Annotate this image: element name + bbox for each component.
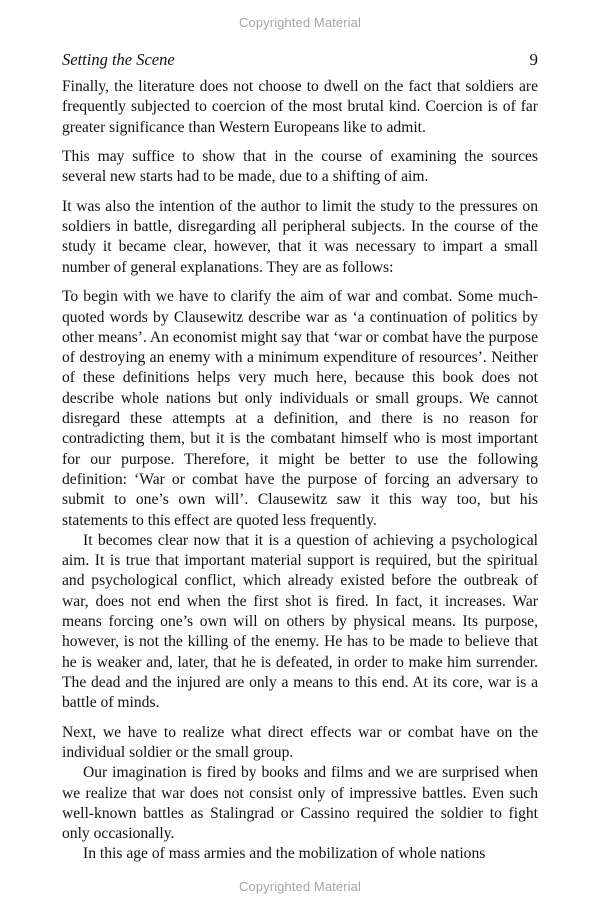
page-number: 9 bbox=[529, 50, 538, 69]
paragraph-mass-armies: In this age of mass armies and the mobilization of whole nations bbox=[83, 845, 486, 863]
paragraph-direct-effects: Next, we have to realize what direct effects war or combat have on the individual soldier or the small group. bbox=[62, 723, 538, 761]
paragraph-psychological-aim: It becomes clear now that it is a question of achieving a psychological aim. It is true that important material support is required, but the spiritual and psychological conflict, which already existed before the outbreak of war, does not end when the first shot is fired. In fact, it increases. War means forcing one’s own will on others by physical means. Its purpose, however, is not the killing of the enemy. He has to be made to believe that he is weaker and, later, that he is defeated, in order to make him surrender. The dead and the injured are only a means to this end. At its core, war is a battle of minds. bbox=[62, 531, 538, 712]
copyright-watermark-bottom: Copyrighted Material bbox=[239, 879, 361, 894]
paragraph-new-starts: This may suffice to show that in the course of examining the sources several new starts had to be made, due to a shifting of aim. bbox=[62, 148, 538, 186]
paragraph-imagination: Our imagination is fired by books and films and we are surprised when we realize that war does not consist only of impressive battles. Even such well-known battles as Stalingrad or Cassino required the soldier to fight only occasionally. bbox=[62, 764, 538, 843]
body-text bbox=[62, 77, 538, 865]
paragraph-aim-of-war: To begin with we have to clarify the aim of war and combat. Some much-quoted words by Clausewitz describe war as ‘a continuation of politics by other means’. An economist might say that ‘war or combat have the purpose of destroying an enemy with a minimum expenditure of resources’. Neither of these definitions helps very much here, because this book does not describe whole nations but only individuals or small groups. We cannot disregard these attempts at a definition, and there is no reason for contradicting them, but it is the combatant himself who is most important for our purpose. Therefore, it might be better to use the following definition: ‘War or combat have the purpose of forcing an adversary to submit to one’s own will’. Clausewitz saw it this way too, but his statements to this effect are quoted less frequently. bbox=[62, 288, 538, 529]
paragraph-study-intention: It was also the intention of the author to limit the study to the pressures on soldiers in battle, disregarding all peripheral subjects. In the course of the study it became clear, however, that it was necessary to impart a small number of general explanations. They are as follows: bbox=[62, 197, 538, 276]
paragraph-coercion: Finally, the literature does not choose to dwell on the fact that soldiers are frequently subjected to coercion of the most brutal kind. Coercion is of far greater significance than Western Europeans like to admit. bbox=[62, 78, 538, 136]
running-head: Setting the Scene bbox=[62, 50, 175, 69]
page-header bbox=[62, 50, 538, 70]
copyright-watermark-top: Copyrighted Material bbox=[239, 15, 361, 30]
